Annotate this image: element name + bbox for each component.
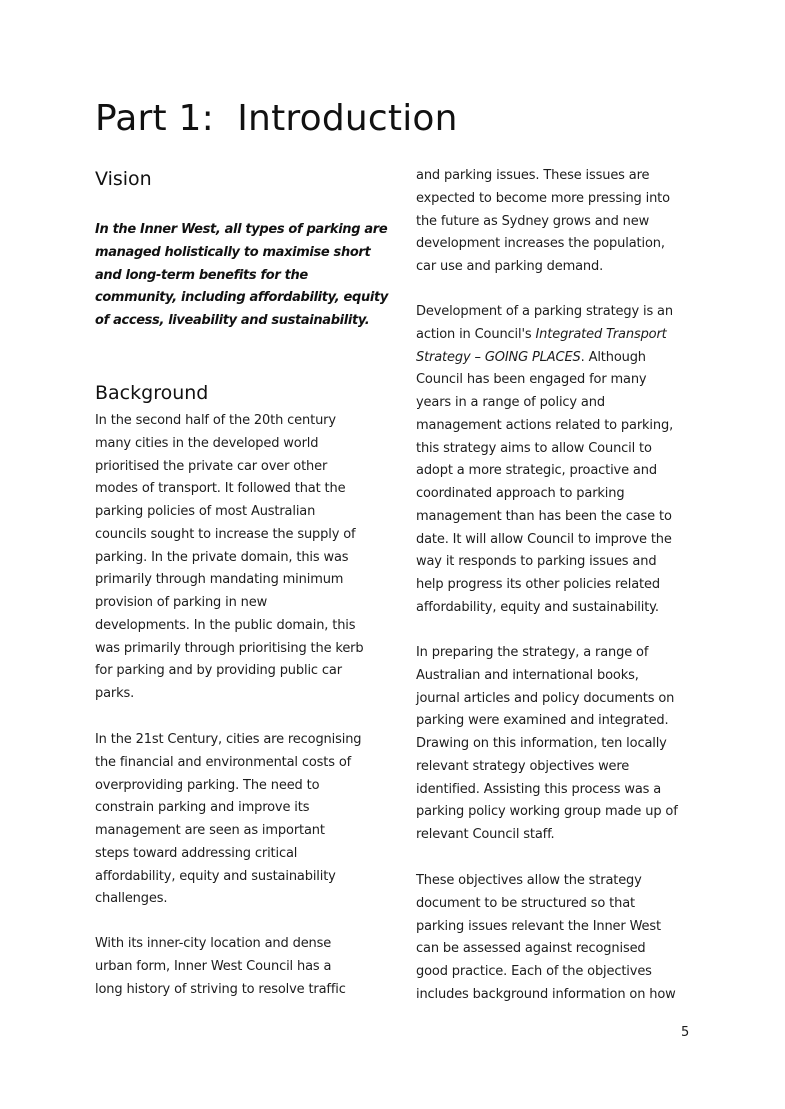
text-line: and parking issues. These issues are bbox=[416, 168, 650, 183]
vision-heading: Vision bbox=[95, 168, 152, 190]
text-line: management than has been the case to bbox=[416, 508, 672, 524]
vision-line: In the Inner West, all types of parking are bbox=[95, 222, 388, 237]
text-line: parking were examined and integrated. bbox=[416, 713, 669, 729]
text-line: identified. Assisting this process was a bbox=[416, 781, 662, 797]
text-line: development increases the population, bbox=[416, 236, 665, 252]
text-line: management actions related to parking, bbox=[416, 417, 674, 433]
text-line bbox=[416, 347, 673, 370]
text-line: In the 21st Century, cities are recognising bbox=[95, 732, 362, 747]
text-line: the future as Sydney grows and new bbox=[416, 213, 650, 229]
text-line: the financial and environmental costs of bbox=[95, 754, 352, 770]
text-line: affordability, equity and sustainability bbox=[95, 868, 336, 884]
text-line: With its inner-city location and dense bbox=[95, 936, 332, 951]
text-line: councils sought to increase the supply of bbox=[95, 526, 356, 542]
right-paragraph-3 bbox=[416, 642, 678, 847]
text-line: developments. In the public domain, this bbox=[95, 617, 356, 633]
text-line: car use and parking demand. bbox=[416, 259, 604, 274]
text-line: modes of transport. It followed that the bbox=[95, 481, 346, 497]
background-heading: Background bbox=[95, 382, 209, 404]
text-line: coordinated approach to parking bbox=[416, 486, 625, 501]
text-line: help progress its other policies related bbox=[416, 577, 660, 592]
text-line: Council has been engaged for many bbox=[416, 372, 647, 388]
text-line: long history of striving to resolve traffic bbox=[95, 981, 346, 997]
text-line: management are seen as important bbox=[95, 823, 325, 838]
text-line: includes background information on how bbox=[416, 986, 676, 1002]
text-line: In the second half of the 20th century bbox=[95, 413, 336, 428]
vision-line: and long-term benefits for the bbox=[95, 267, 308, 283]
text-line: parking policies of most Australian bbox=[95, 504, 316, 519]
text-line: expected to become more pressing into bbox=[416, 190, 670, 206]
text-line: was primarily through prioritising the kerb bbox=[95, 640, 364, 656]
text-line: this strategy aims to allow Council to bbox=[416, 440, 652, 456]
text-line: Australian and international books, bbox=[416, 667, 639, 683]
text-line: relevant Council staff. bbox=[416, 827, 555, 842]
text-line: document to be structured so that bbox=[416, 895, 635, 911]
text-line: parking policy working group made up of bbox=[416, 804, 678, 820]
text-line: parking issues relevant the Inner West bbox=[416, 918, 661, 934]
text-line: adopt a more strategic, proactive and bbox=[416, 463, 657, 479]
text-line: provision of parking in new bbox=[95, 595, 268, 610]
text-line: parks. bbox=[95, 686, 135, 701]
text-line: urban form, Inner West Council has a bbox=[95, 958, 332, 974]
text-line: overproviding parking. The need to bbox=[95, 777, 320, 793]
vision-statement bbox=[95, 219, 388, 333]
background-paragraph-2 bbox=[95, 729, 361, 911]
text-line: good practice. Each of the objectives bbox=[416, 964, 652, 979]
right-paragraph-1 bbox=[416, 165, 670, 279]
text-line: In preparing the strategy, a range of bbox=[416, 645, 649, 660]
text-line: constrain parking and improve its bbox=[95, 800, 310, 816]
right-paragraph-2 bbox=[416, 301, 673, 620]
page-title: Part 1: Introduction bbox=[95, 98, 458, 139]
text-fragment: action in Council's bbox=[416, 326, 536, 342]
text-line: These objectives allow the strategy bbox=[416, 873, 642, 888]
text-line: can be assessed against recognised bbox=[416, 941, 646, 957]
text-line: way it responds to parking issues and bbox=[416, 554, 657, 570]
text-line: primarily through mandating minimum bbox=[95, 572, 344, 588]
text-line: many cities in the developed world bbox=[95, 435, 319, 451]
text-line: prioritised the private car over other bbox=[95, 458, 328, 474]
background-paragraph-1 bbox=[95, 410, 363, 706]
text-line: relevant strategy objectives were bbox=[416, 758, 630, 774]
text-fragment: . Although bbox=[580, 349, 646, 365]
strategy-title-italic: Strategy – GOING PLACES bbox=[416, 349, 581, 365]
right-paragraph-4 bbox=[416, 870, 676, 1007]
text-line: Development of a parking strategy is an bbox=[416, 304, 673, 319]
text-line: years in a range of policy and bbox=[416, 395, 605, 410]
text-line bbox=[416, 324, 673, 347]
text-line: for parking and by providing public car bbox=[95, 663, 342, 679]
vision-line: of access, liveability and sustainability. bbox=[95, 313, 370, 328]
text-line: journal articles and policy documents on bbox=[416, 690, 675, 706]
background-paragraph-3 bbox=[95, 933, 346, 1001]
strategy-title-italic: Integrated Transport bbox=[535, 326, 667, 342]
text-line: Drawing on this information, ten locally bbox=[416, 736, 667, 751]
vision-line: community, including affordability, equity bbox=[95, 290, 388, 306]
text-line: challenges. bbox=[95, 891, 168, 907]
vision-line: managed holistically to maximise short bbox=[95, 244, 371, 260]
text-line: parking. In the private domain, this was bbox=[95, 549, 349, 565]
text-line: steps toward addressing critical bbox=[95, 845, 298, 861]
text-line: affordability, equity and sustainability. bbox=[416, 599, 659, 615]
page-number: 5 bbox=[681, 1025, 690, 1040]
text-line: date. It will allow Council to improve the bbox=[416, 531, 672, 547]
